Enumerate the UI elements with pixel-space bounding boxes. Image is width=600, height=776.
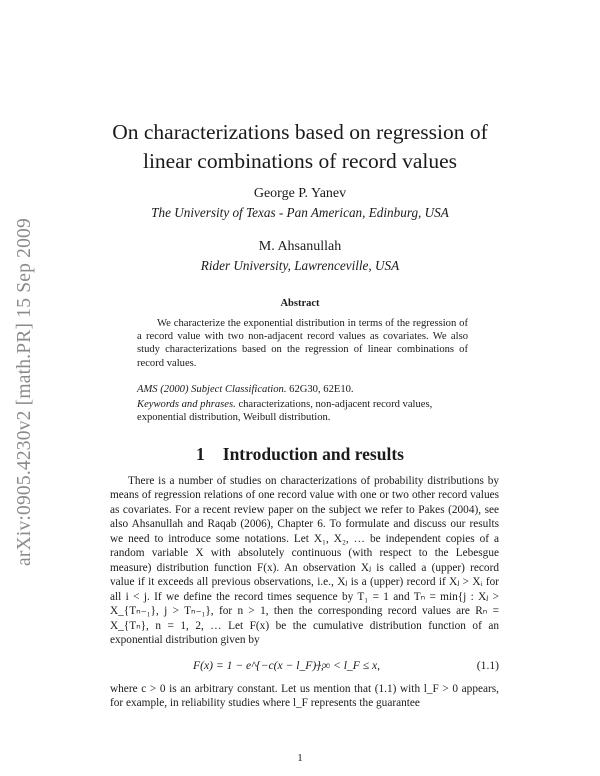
classification-value: 62G30, 62E10. xyxy=(289,384,354,395)
classification-label: AMS (2000) Subject Classification. xyxy=(137,384,287,395)
subject-classification xyxy=(137,383,468,396)
equation-condition: −∞ < l_F ≤ x, xyxy=(314,659,381,672)
author-affiliation: The University of Texas - Pan American, Edinburg, USA xyxy=(151,205,449,220)
title-line-2: linear combinations of record values xyxy=(142,149,458,173)
paper-title xyxy=(100,118,500,176)
section-title: Introduction and results xyxy=(222,444,404,464)
body-paragraph: There is a number of studies on characterizations of probability distributions by means of regression relations of one record value with one or two other record values as covariates. For a recent review paper on the subject we refer to Pakes (2004), see also Ahsanullah and Raqab (2006), Chapter 6. To formulate and discuss our results we need to introduce some notations. Let X₁, X₂, … be independent copies of a random variable X with absolutely continuous (with respect to the Lebesgue measure) distribution function F(x). An observation Xⱼ is called a (upper) record value if it exceeds all previous observations, i.e., Xⱼ is a (upper) record if Xⱼ > Xᵢ for all i < j. If we define the record times sequence by T₁ = 1 and Tₙ = min{j : Xⱼ > X_{Tₙ₋₁}, j > Tₙ₋₁}, for n > 1, then the corresponding record values are Rₙ = X_{Tₙ}, n = 1, 2, … Let F(x) be the cumulative distribution function of an exponential distribution given by xyxy=(110,475,499,646)
title-line-1: On characterizations based on regression of xyxy=(112,120,488,144)
author-name: George P. Yanev xyxy=(253,186,347,201)
equation-number: (1.1) xyxy=(476,659,499,672)
abstract-text: We characterize the exponential distribution in terms of the regression of a record value with two non-adjacent record values as covariates. We also study characterizations based on the regression of linear combinations of record values. xyxy=(137,318,468,369)
body-continuation: where c > 0 is an arbitrary constant. Let us mention that (1.1) with l_F > 0 appears, for example, in reliability studies where l_F represents the guarantee xyxy=(110,683,499,710)
keywords-label: Keywords and phrases. xyxy=(137,399,236,410)
keywords-value: characterizations, non-adjacent record values, exponential distribution, Weibull distribution. xyxy=(137,399,433,424)
keywords xyxy=(137,398,468,424)
abstract-heading: Abstract xyxy=(280,298,320,309)
section-number: 1 xyxy=(196,444,205,464)
section-heading xyxy=(100,444,500,465)
equation-formula: F(x) = 1 − e^{−c(x − l_F)}, xyxy=(193,659,324,672)
page-number: 1 xyxy=(297,752,303,764)
author-affiliation: Rider University, Lawrenceville, USA xyxy=(200,258,400,273)
equation-1-1 xyxy=(110,657,499,675)
arxiv-stamp: arXiv:0905.4230v2 [math.PR] 15 Sep 2009 xyxy=(14,218,35,566)
author-name: M. Ahsanullah xyxy=(258,239,342,254)
